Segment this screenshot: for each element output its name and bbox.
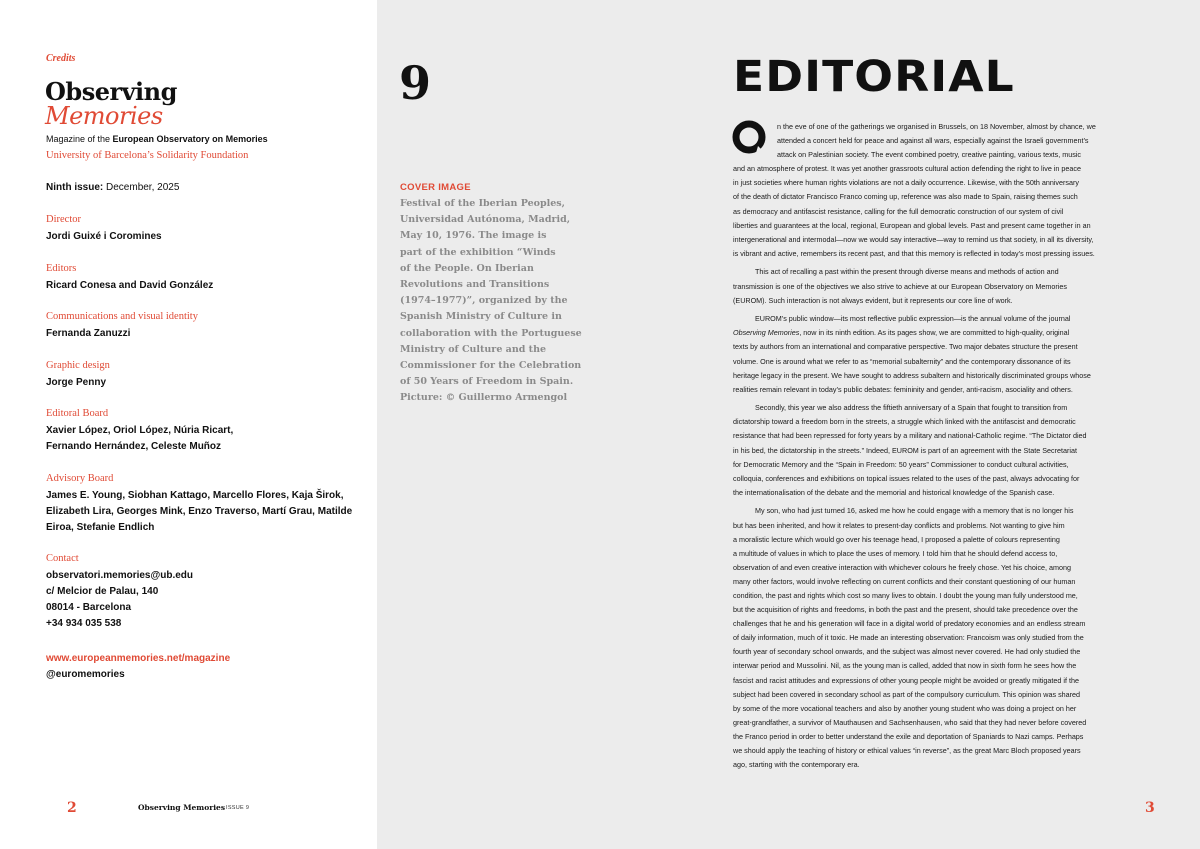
- editorial-line: challenges that he and his generation will face in a digital world of predatory economies and an endless stream: [733, 619, 1086, 629]
- foundation-name: University of Barcelona’s Solidarity Foundation: [46, 150, 249, 161]
- credit-value: Fernando Hernández, Celeste Muñoz: [46, 441, 222, 452]
- editorial-title: EDITORIAL: [733, 52, 1015, 102]
- contact-address-line1: c/ Melcior de Palau, 140: [46, 586, 159, 597]
- editorial-line: in just societies where human rights violations are not a daily occurrence. Likewise, with the 50th anniversary: [733, 178, 1079, 188]
- caption-line: Universidad Autónoma, Madrid,: [400, 214, 571, 226]
- caption-line: Commissioner for the Celebration: [400, 360, 582, 372]
- magazine-subtitle: [46, 134, 268, 144]
- editorial-line: of the death of dictator Francisco Franco coming up, reference was also made to Spain, raising themes such: [733, 192, 1078, 202]
- caption-line: Ministry of Culture and the: [400, 343, 547, 355]
- editorial-line: dictatorship toward a freedom born in the streets, a struggle which linked with the antifascist and democratic: [733, 417, 1076, 427]
- editorial-line: EUROM’s public window—its most reflective public expression—is the annual volume of the journal: [755, 314, 1071, 324]
- editorial-line: we should apply the teaching of history or ethical values “in reverse”, as the great Marc Bloch proposed years: [733, 746, 1081, 756]
- contact-email[interactable]: observatori.memories@ub.edu: [46, 570, 194, 581]
- editorial-line: volume. One is around what we refer to as “memorial subalternity” and the contemporary dissonance of its: [733, 356, 1071, 366]
- credit-value: James E. Young, Siobhan Kattago, Marcello Flores, Kaja Širok,: [46, 490, 344, 501]
- editorial-line: by some of the more vocational teachers and also by another young student who was doing a project on her: [733, 703, 1077, 713]
- editorial-line: is vibrant and active, remembers its recent past, and that this memory is reflected in today’s most pressing issues.: [733, 248, 1095, 258]
- editorial-line: Observing Memories, now in its ninth edition. As its pages show, we are committed to high-quality, original: [733, 328, 1070, 338]
- website-link[interactable]: www.europeanmemories.net/magazine: [46, 653, 231, 664]
- section-label: Credits: [46, 53, 76, 64]
- credit-head: Editors: [46, 263, 77, 274]
- credit-head: Director: [46, 214, 81, 225]
- editorial-line: fascist and racist attitudes and expressions of other young people might be avoided or greatly mitigated if the: [733, 675, 1080, 685]
- magazine-title-line2: Memories: [45, 102, 163, 130]
- caption-line: of 50 Years of Freedom in Spain.: [400, 376, 574, 388]
- subtitle-prefix: Magazine of the: [46, 134, 113, 144]
- contact-address-line2: 08014 - Barcelona: [46, 602, 132, 613]
- footer-issue: ISSUE 9: [226, 805, 250, 811]
- editorial-line: for Democratic Memory and the “Spain in Freedom: 50 years” Commissioner to conduct cultural activities,: [733, 459, 1069, 469]
- magazine-title-line1: Observing: [45, 77, 177, 106]
- editorial-line: and an atmosphere of protest. It was yet another grassroots cultural action defending the right to live in peace: [733, 164, 1082, 174]
- caption-line: (1974–1977)”, organized by the: [400, 295, 568, 307]
- cover-image-caption: [400, 196, 582, 407]
- editorial-body: [733, 120, 1158, 772]
- issue-label: Ninth issue:: [46, 182, 104, 193]
- issue-value: December, 2025: [103, 182, 180, 193]
- credit-advisory-board: [46, 472, 366, 536]
- editorial-line: liberties and guarantees at the local, regional, European and global levels. Past and present came together in an: [733, 220, 1091, 230]
- caption-line: May 10, 1976. The image is: [400, 230, 547, 242]
- caption-line: Festival of the Iberian Peoples,: [400, 198, 565, 209]
- editorial-line: attended a concert held for peace and against all wars, especially against the Israeli government’s: [777, 136, 1089, 146]
- editorial-line: colloquia, conferences and exhibitions on topical issues related to the uses of the past, always advocating for: [733, 473, 1080, 483]
- editorial-line: in his bed, the dictatorship in the streets.” Indeed, EUROM is part of an agreement with the State Secretariat: [733, 445, 1077, 455]
- footer-magazine-name: Observing Memories: [138, 803, 226, 812]
- left-page: [0, 0, 377, 849]
- web-block: [46, 649, 366, 683]
- editorial-line: of daily information, much of it toxic. He made an interesting observation: Francoism was only studied from the: [733, 633, 1084, 643]
- credit-editorial-board: [46, 407, 366, 455]
- caption-line: collaboration with the Portuguese: [400, 327, 582, 339]
- editorial-line: but the acquisition of rights and freedoms, in both the past and the present, should take precedence over the: [733, 605, 1078, 615]
- caption-line: part of the exhibition “Winds: [400, 246, 556, 258]
- editorial-line: interwar period and Mussolini. Nil, as the young man is called, added that now in sixth form he sees how the: [733, 661, 1077, 671]
- credit-head: Advisory Board: [46, 473, 114, 484]
- credit-head: Editoral Board: [46, 408, 109, 419]
- editorial-line: subject had been covered in secondary school as part of the compulsory curriculum. This opinion was shared: [733, 689, 1081, 699]
- credit-value: Elizabeth Lira, Georges Mink, Enzo Traverso, Martí Grau, Matilde: [46, 506, 353, 517]
- editorial-line: ago, starting with the contemporary era.: [733, 760, 860, 770]
- contact-block: [46, 552, 366, 632]
- editorial-line: the internationalisation of the debate and the memorial and historical knowledge of the Spanish case.: [733, 487, 1055, 497]
- editorial-line: but has been inherited, and how it relates to present-day conflicts and problems. Not wanting to give him: [733, 520, 1065, 530]
- editorial-line: (EUROM). Such interaction is not always evident, but it represents our core line of work.: [733, 295, 1013, 305]
- credit-editors: [46, 262, 366, 294]
- editorial-line: as democracy and antifascist resistance, calling for the full democratic construction of our system of civil: [733, 206, 1064, 216]
- credit-value: Fernanda Zanuzzi: [46, 328, 131, 339]
- social-handle[interactable]: @euromemories: [46, 669, 125, 680]
- editorial-line: many other factors, would involve reflecting on current conflicts and their constant questioning of our human: [733, 576, 1076, 586]
- editorial-line: realities remain relevant in today’s public debates: femininity and gender, anti-racism, asociality and others.: [733, 384, 1073, 394]
- subtitle-bold: European Observatory on Memories: [112, 134, 268, 144]
- editorial-line: Secondly, this year we also address the fiftieth anniversary of a Spain that fought to transition from: [755, 403, 1068, 413]
- credit-head: Communications and visual identity: [46, 311, 198, 322]
- editorial-line: transmission is one of the objectives we also strive to achieve at our European Observatory on Memories: [733, 281, 1067, 291]
- page-number-right: 3: [1145, 800, 1155, 816]
- editorial-line: a multitude of values in which to place the uses of memory. I told him that he should defend access to,: [733, 548, 1058, 558]
- credit-value: Eiroa, Stefanie Endlich: [46, 522, 155, 533]
- credit-director: [46, 213, 366, 245]
- editorial-line: fourth year of secondary school onwards, and the subject was almost never covered. He had only studied the: [733, 647, 1081, 657]
- caption-line: of the People. On Iberian: [400, 262, 534, 274]
- credit-value: Jorge Penny: [46, 377, 107, 388]
- editorial-line: texts by authors from an international and comparative perspective. Two major debates structure the present: [733, 342, 1078, 352]
- credit-value: Jordi Guixé i Coromines: [46, 231, 162, 242]
- credit-value: Ricard Conesa and David González: [46, 280, 214, 291]
- editorial-line: heritage legacy in the present. We have sought to address subaltern and historically discriminated groups whose: [733, 370, 1091, 380]
- issue-line: [46, 182, 179, 193]
- credit-value: Xavier López, Oriol López, Núria Ricart,: [46, 425, 234, 436]
- editorial-line: resistance that had been repressed for forty years by a military and national-Catholic regime. “The Dictator died: [733, 431, 1087, 441]
- editorial-line: My son, who had just turned 16, asked me how he could engage with a memory that is no longer his: [755, 506, 1074, 516]
- editorial-line: This act of recalling a past within the present through diverse means and methods of action and: [755, 267, 1059, 277]
- contact-phone[interactable]: +34 934 035 538: [46, 618, 122, 629]
- caption-line: Revolutions and Transitions: [400, 279, 550, 291]
- editorial-line: attack on Palestinian society. The event combined poetry, creative painting, various texts, music: [777, 150, 1082, 160]
- credit-graphic-design: [46, 359, 366, 391]
- credit-head: Graphic design: [46, 360, 110, 371]
- editorial-line: a moralistic lecture which would go over his teenage head, I proposed a palette of colours representing: [733, 534, 1060, 544]
- editorial-line: n the eve of one of the gatherings we organised in Brussels, on 18 November, almost by chance, we: [777, 122, 1096, 131]
- editorial-line: great-grandfather, a survivor of Mauthausen and Sachsenhausen, who said that they had never before covered: [733, 717, 1087, 727]
- credit-communications: [46, 310, 366, 342]
- editorial-line: intergenerational and intermodal—now we would say interactive—way to remind us that society, in all its diversity,: [733, 234, 1094, 244]
- editorial-line: condition, the past and rights which cost so many lives to obtain. I doubt the young man fully understood me,: [733, 591, 1078, 600]
- editorial-line: observation of and even creative interaction with whichever colours he freely chose. Yet his choice, among: [733, 562, 1072, 572]
- cover-image-label: COVER IMAGE: [400, 182, 471, 193]
- contact-head: Contact: [46, 553, 79, 564]
- caption-line: Picture: © Guillermo Armengol: [400, 392, 568, 404]
- caption-line: Spanish Ministry of Culture in: [400, 311, 562, 323]
- editorial-line: the Franco period in order to better understand the exile and deportation of Spaniards to Nazi camps. Perhaps: [733, 731, 1084, 741]
- page-number-left: 2: [67, 800, 77, 816]
- issue-number: 9: [399, 56, 432, 110]
